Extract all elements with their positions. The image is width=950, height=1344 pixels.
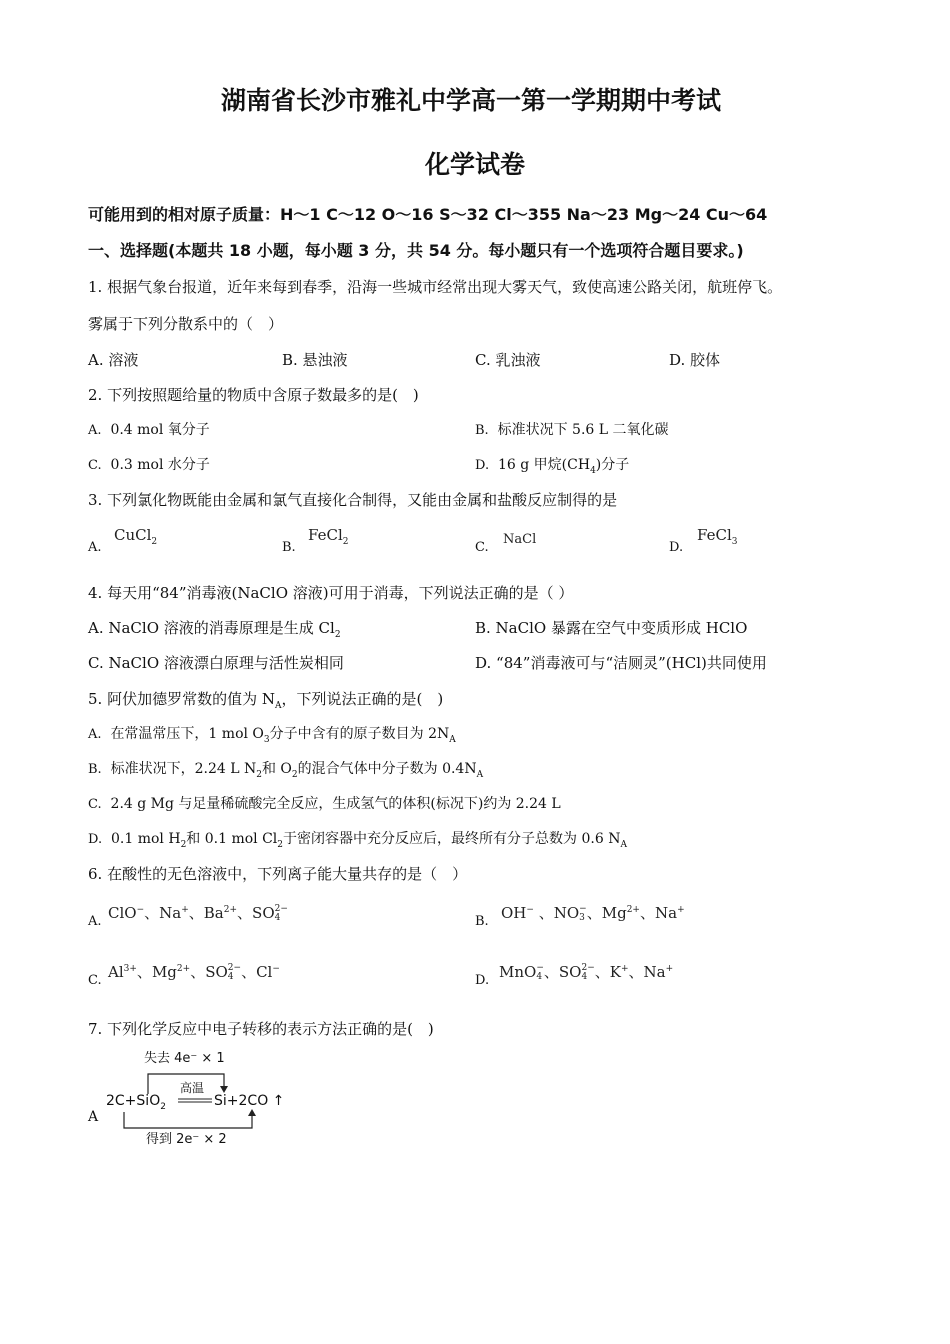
ion: SO xyxy=(252,904,275,922)
q5-d-text-mid2: 于密闭容器中充分反应后，最终所有分子总数为 0.6 N xyxy=(283,831,621,847)
charge: 2− xyxy=(581,963,595,973)
ion: SO xyxy=(205,963,228,981)
q2-option-b xyxy=(475,423,669,437)
equation-right: Si+2CO ↑ xyxy=(214,1093,285,1109)
separator: 、 xyxy=(543,963,559,981)
q5-option-d xyxy=(88,832,627,850)
ion: Na xyxy=(655,904,678,922)
q1-option-a: A. 溶液 xyxy=(88,351,139,369)
charge: 2+ xyxy=(626,905,640,915)
arrow-head-icon xyxy=(220,1086,228,1093)
charge: 3+ xyxy=(123,964,137,974)
separator: 、 xyxy=(190,963,206,981)
q5-c-text: 2.4 g Mg 与足量稀硫酸完全反应，生成氢气的体积(标况下)约为 2.24 L xyxy=(110,796,561,812)
subscript: 3 xyxy=(263,734,270,745)
section-heading: 一、选择题(本题共 18 小题，每小题 3 分，共 54 分。每小题只有一个选项符合题目要求。) xyxy=(88,241,744,260)
reactants: 2C+SiO xyxy=(106,1093,161,1109)
separator: 、 xyxy=(628,963,644,981)
subscript: 3 xyxy=(731,537,738,547)
reaction-condition: 高温 xyxy=(180,1081,205,1095)
option-letter: C. xyxy=(475,540,489,555)
q2-option-d xyxy=(475,458,629,476)
separator: 、 xyxy=(594,963,610,981)
q6-stem: 6. 在酸性的无色溶液中，下列离子能大量共存的是（ ） xyxy=(88,865,468,883)
page-title: 湖南省长沙市雅礼中学高一第一学期期中考试 xyxy=(221,86,722,115)
q3-c-formula: NaCl xyxy=(503,532,537,547)
option-letter: D. xyxy=(475,973,490,988)
option-letter: B. xyxy=(282,540,296,555)
q5-d-text-mid: 和 0.1 mol Cl xyxy=(186,831,278,847)
ion: SO xyxy=(558,963,582,981)
ion: Al xyxy=(108,963,124,981)
subscript: 4 xyxy=(536,972,543,982)
q5-d-text: 0.1 mol H xyxy=(111,831,181,847)
q1-option-c: C. 乳浊液 xyxy=(475,351,541,369)
option-letter: A. xyxy=(88,727,102,742)
subscript: 2 xyxy=(291,769,298,780)
page-subtitle: 化学试卷 xyxy=(425,150,526,179)
gain-electron-bracket xyxy=(124,1112,252,1128)
subscript: 2 xyxy=(180,839,187,850)
separator: 、 xyxy=(241,963,257,981)
q4-option-a xyxy=(88,621,341,640)
atomic-mass-line: 可能用到的相对原子质量：H～1 C～12 O～16 S～32 Cl～355 Na～23 Mg～24 Cu～64 xyxy=(88,205,768,224)
q6-a-ions xyxy=(108,905,288,923)
subscript: 2 xyxy=(151,537,158,547)
q5-option-c xyxy=(88,797,561,811)
ion: Na xyxy=(643,963,666,981)
ion: Ba xyxy=(203,904,224,922)
q5-a-text-mid: 分子中含有的原子数目为 2N xyxy=(269,726,450,742)
q5-stem-text-end: ，下列说法正确的是( ) xyxy=(281,690,444,708)
charge: 2+ xyxy=(223,905,238,915)
q2-stem: 2. 下列按照题给量的物质中含原子数最多的是( ) xyxy=(88,386,419,404)
q6-c-ions xyxy=(108,964,280,982)
option-letter: A. xyxy=(88,540,102,555)
subscript: 2 xyxy=(277,839,284,850)
ion: Mg xyxy=(601,904,627,922)
option-letter: D. xyxy=(475,458,490,473)
q5-b-text-mid: 和 O xyxy=(261,761,292,777)
subscript: A xyxy=(449,734,456,745)
separator: 、 xyxy=(237,904,253,922)
q1-stem-cont: 雾属于下列分散系中的（ ） xyxy=(88,315,284,333)
option-letter: B. xyxy=(88,762,102,777)
q4-option-b: B. NaClO 暴露在空气中变质形成 HClO xyxy=(475,619,748,637)
q3-a-formula xyxy=(114,528,157,547)
q2-c-text: 0.3 mol 水分子 xyxy=(110,457,210,473)
q3-d-formula xyxy=(697,528,737,547)
separator: 、 xyxy=(586,904,602,922)
q3-stem: 3. 下列氯化物既能由金属和氯气直接化合制得，又能由金属和盐酸反应制得的是 xyxy=(88,491,618,509)
formula: FeCl xyxy=(697,526,732,544)
charge: − xyxy=(579,904,587,914)
q5-option-a xyxy=(88,727,456,745)
option-letter: B. xyxy=(475,914,489,929)
q2-d-text: 16 g 甲烷(CH xyxy=(498,457,591,473)
q2-option-a xyxy=(88,423,210,437)
charge: 2+ xyxy=(176,964,191,974)
charge: 2− xyxy=(274,904,288,914)
charge: + xyxy=(181,905,189,915)
charge: + xyxy=(677,905,685,915)
subscript: A xyxy=(476,769,484,780)
subscript: 4 xyxy=(581,972,588,982)
ion: ClO xyxy=(108,904,137,922)
charge: − xyxy=(526,905,534,915)
q4-stem: 4. 每天用“84”消毒液(NaClO 溶液)可用于消毒，下列说法正确的是（ ） xyxy=(88,584,574,602)
charge: − xyxy=(136,905,145,915)
option-letter: A. xyxy=(88,423,102,438)
q5-b-text: 标准状况下，2.24 L N xyxy=(110,761,257,777)
subscript: 4 xyxy=(274,913,281,923)
q3-b-formula xyxy=(308,528,348,547)
gain-electron-label: 得到 2e⁻ × 2 xyxy=(146,1132,227,1147)
q4-option-d: D. “84”消毒液可与“洁厕灵”(HCl)共同使用 xyxy=(475,654,767,672)
q6-d-ions xyxy=(499,964,673,982)
separator: 、 xyxy=(538,904,554,922)
q2-option-c xyxy=(88,458,210,472)
option-letter: A. xyxy=(88,914,102,929)
subscript: 2 xyxy=(334,630,341,640)
ion: Mg xyxy=(151,963,177,981)
q1-stem: 1. 根据气象台报道，近年来每到春季，沿海一些城市经常出现大雾天气，致使高速公路关闭，航班停飞。 xyxy=(88,278,783,296)
q5-option-b xyxy=(88,762,483,780)
separator: 、 xyxy=(136,963,152,981)
subscript: A xyxy=(274,701,282,711)
q1-option-d: D. 胶体 xyxy=(669,351,721,369)
q6-b-ions xyxy=(501,905,685,923)
q2-a-text: 0.4 mol 氧分子 xyxy=(110,422,210,438)
charge: 2− xyxy=(227,963,242,973)
option-letter: C. xyxy=(88,458,102,473)
charge: − xyxy=(272,964,280,974)
q5-stem-text: 5. 阿伏加德罗常数的值为 N xyxy=(88,690,275,708)
q2-b-text: 标准状况下 5.6 L 二氧化碳 xyxy=(497,422,669,438)
formula: FeCl xyxy=(308,526,343,544)
charge: + xyxy=(665,964,674,974)
q1-option-b: B. 悬浊液 xyxy=(282,351,348,369)
q7-option-label: A xyxy=(88,1109,99,1125)
arrow-head-icon xyxy=(248,1109,256,1116)
ion: NO xyxy=(553,904,580,922)
ion: MnO xyxy=(499,963,537,981)
subscript: 2 xyxy=(342,537,349,547)
ion: Na xyxy=(159,904,182,922)
q5-stem xyxy=(88,692,443,711)
q4-a-text: A. NaClO 溶液的消毒原理是生成 Cl xyxy=(88,619,335,637)
option-letter: D. xyxy=(669,540,684,555)
option-letter: B. xyxy=(475,423,489,438)
option-letter: C. xyxy=(88,973,102,988)
q7-stem: 7. 下列化学反应中电子转移的表示方法正确的是( ) xyxy=(88,1020,434,1038)
q5-a-text: 在常温常压下，1 mol O xyxy=(110,726,264,742)
separator: 、 xyxy=(639,904,655,922)
equation-left xyxy=(106,1094,166,1112)
separator: 、 xyxy=(188,904,204,922)
lose-electron-label: 失去 4e⁻ × 1 xyxy=(144,1051,225,1066)
subscript: 4 xyxy=(590,465,596,476)
formula: CuCl xyxy=(114,526,152,544)
option-letter: D. xyxy=(88,832,103,847)
ion: Cl xyxy=(256,963,273,981)
q4-option-c: C. NaClO 溶液漂白原理与活性炭相同 xyxy=(88,654,344,672)
option-letter: C. xyxy=(88,797,102,812)
ion: OH xyxy=(501,904,527,922)
electron-transfer-diagram xyxy=(106,1052,306,1148)
subscript: A xyxy=(620,839,627,850)
separator: 、 xyxy=(144,904,160,922)
subscript: 3 xyxy=(579,913,585,923)
subscript: 2 xyxy=(256,769,262,780)
charge: + xyxy=(620,964,629,974)
ion: K xyxy=(609,963,621,981)
subscript: 2 xyxy=(160,1101,166,1112)
subscript: 4 xyxy=(227,972,234,982)
charge: − xyxy=(536,963,544,973)
q2-d-text-end: )分子 xyxy=(595,457,630,473)
q5-b-text-mid2: 的混合气体中分子数为 0.4N xyxy=(297,761,477,777)
